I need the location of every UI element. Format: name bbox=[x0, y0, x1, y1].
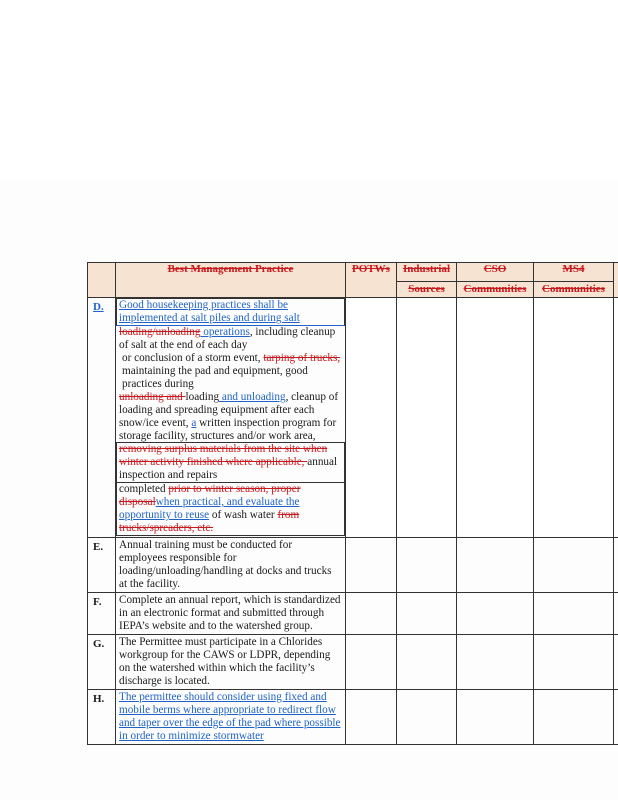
row-f-text-cell bbox=[116, 593, 346, 635]
row-g-cso-cell bbox=[457, 635, 534, 690]
row-h-text-cell bbox=[116, 690, 346, 745]
row-h-potws-cell bbox=[346, 690, 397, 745]
table-row-h bbox=[88, 690, 618, 745]
row-h-ms4-cell bbox=[534, 690, 614, 745]
header-cso-line2: Communities bbox=[457, 281, 533, 296]
row-d-p6-deleted: prior to winter season, proper disposal bbox=[119, 483, 301, 508]
row-d-p4-deleted: unloading and bbox=[119, 391, 186, 403]
row-f-cso-cell bbox=[457, 593, 534, 635]
bmp-table bbox=[87, 262, 618, 745]
row-e-overflow-cell bbox=[614, 538, 618, 593]
row-e-label: E. bbox=[93, 541, 104, 553]
row-d-p5-text: annual inspection and repairs bbox=[119, 456, 338, 481]
row-d-p6-deleted-2: from trucks/spreaders, etc. bbox=[119, 509, 300, 534]
header-cso-cell bbox=[457, 263, 534, 298]
header-industrial-cell bbox=[397, 263, 457, 298]
table-row-g bbox=[88, 635, 618, 690]
row-f-text: Complete an annual report, which is standardized in an electronic format and submitted through IEPA’s website and to the watershed group. bbox=[119, 594, 341, 632]
row-g-text: The Permittee must participate in a Chlorides workgroup for the CAWS or LDPR, depending on the watershed within which the facility’s discharge is located. bbox=[119, 636, 331, 687]
row-f-label: F. bbox=[93, 596, 102, 608]
row-d-label-cell bbox=[88, 298, 116, 538]
row-e-label-cell bbox=[88, 538, 116, 593]
header-potws: POTWs bbox=[352, 263, 390, 275]
row-d-p3-deleted: tarping of trucks, bbox=[263, 352, 341, 364]
row-h-industrial-cell bbox=[397, 690, 457, 745]
row-d-p3-rest: maintaining the pad and equipment, good practices during bbox=[122, 365, 308, 390]
row-f-ms4-cell bbox=[534, 593, 614, 635]
row-d-label: D. bbox=[93, 301, 104, 313]
row-d-p2-inserted: operations bbox=[200, 326, 250, 338]
row-d-p4-text: loading bbox=[185, 391, 220, 403]
row-d-potws-cell bbox=[346, 298, 397, 538]
row-d-p6-mid: of wash water bbox=[209, 509, 278, 521]
table-row-e bbox=[88, 538, 618, 593]
row-d-p3-text: or conclusion of a storm event, bbox=[122, 352, 264, 364]
row-d-para-1 bbox=[116, 298, 345, 326]
row-g-label: G. bbox=[93, 638, 105, 650]
row-f-industrial-cell bbox=[397, 593, 457, 635]
row-g-potws-cell bbox=[346, 635, 397, 690]
row-d-cso-cell bbox=[457, 298, 534, 538]
row-h-cso-cell bbox=[457, 690, 534, 745]
row-d-p6-inserted: when practical, and evaluate the opportunity to reuse bbox=[119, 496, 300, 521]
header-label-cell bbox=[88, 263, 116, 298]
row-h-text-inserted: The permittee should consider using fixed and mobile berms where appropriate to redirect flow and taper over the edge of the pad where possible in order to minimize stormwater bbox=[119, 691, 341, 742]
row-g-industrial-cell bbox=[397, 635, 457, 690]
row-e-potws-cell bbox=[346, 538, 397, 593]
row-g-text-cell bbox=[116, 635, 346, 690]
row-d-p5-deleted: removing surplus materials from the site when winter activity finished where applicable, bbox=[119, 443, 328, 468]
row-d-p6-text: completed bbox=[119, 483, 169, 495]
row-f-label-cell bbox=[88, 593, 116, 635]
header-industrial-line1: Industrial bbox=[402, 263, 451, 275]
row-e-cso-cell bbox=[457, 538, 534, 593]
row-d-p2-deleted: loading/unloading bbox=[119, 326, 201, 338]
row-d-para-5 bbox=[116, 442, 345, 483]
row-d-para-3 bbox=[119, 352, 342, 391]
header-cso-line1: CSO bbox=[483, 263, 507, 275]
row-h-overflow-cell bbox=[614, 690, 618, 745]
table-row-f bbox=[88, 593, 618, 635]
row-e-text-cell bbox=[116, 538, 346, 593]
header-practice-cell bbox=[116, 263, 346, 298]
header-ms4-line2: Communities bbox=[534, 281, 613, 296]
row-g-overflow-cell bbox=[614, 635, 618, 690]
table-row-d bbox=[88, 298, 618, 538]
table-header-row bbox=[88, 263, 618, 298]
header-ms4-cell bbox=[534, 263, 614, 298]
row-d-p4-rest: , cleanup of loading and spreading equipment after each snow/ice event, bbox=[119, 391, 339, 429]
row-e-text: Annual training must be conducted for employees responsible for loading/unloading/handling at docks and trucks at the facility. bbox=[119, 539, 332, 590]
row-g-ms4-cell bbox=[534, 635, 614, 690]
row-d-p4-tail: written inspection program for storage facility, structures and/or work area, bbox=[119, 417, 337, 442]
row-f-potws-cell bbox=[346, 593, 397, 635]
row-h-label-cell bbox=[88, 690, 116, 745]
row-d-text-cell bbox=[116, 298, 346, 538]
row-d-p4-inserted: and unloading bbox=[219, 391, 286, 403]
row-e-ms4-cell bbox=[534, 538, 614, 593]
header-industrial-line2: Sources bbox=[397, 281, 456, 296]
row-d-overflow-cell bbox=[614, 298, 618, 538]
row-d-para-6 bbox=[116, 482, 345, 536]
row-d-industrial-cell bbox=[397, 298, 457, 538]
row-d-p1-inserted: Good housekeeping practices shall be implemented at salt piles and during salt bbox=[119, 299, 300, 324]
row-g-label-cell bbox=[88, 635, 116, 690]
row-f-overflow-cell bbox=[614, 593, 618, 635]
row-d-p4-inserted-2: a bbox=[191, 417, 197, 429]
row-e-industrial-cell bbox=[397, 538, 457, 593]
header-overflow-cell bbox=[614, 263, 618, 298]
header-potws-cell bbox=[346, 263, 397, 298]
header-practice: Best Management Practice bbox=[167, 263, 294, 275]
row-h-label: H. bbox=[93, 693, 105, 705]
row-d-para-2 bbox=[119, 326, 342, 352]
row-d-para-4 bbox=[119, 391, 342, 443]
header-ms4-line1: MS4 bbox=[562, 263, 585, 275]
row-d-ms4-cell bbox=[534, 298, 614, 538]
row-d-p2-text: , including cleanup of salt at the end of each day bbox=[119, 326, 336, 351]
